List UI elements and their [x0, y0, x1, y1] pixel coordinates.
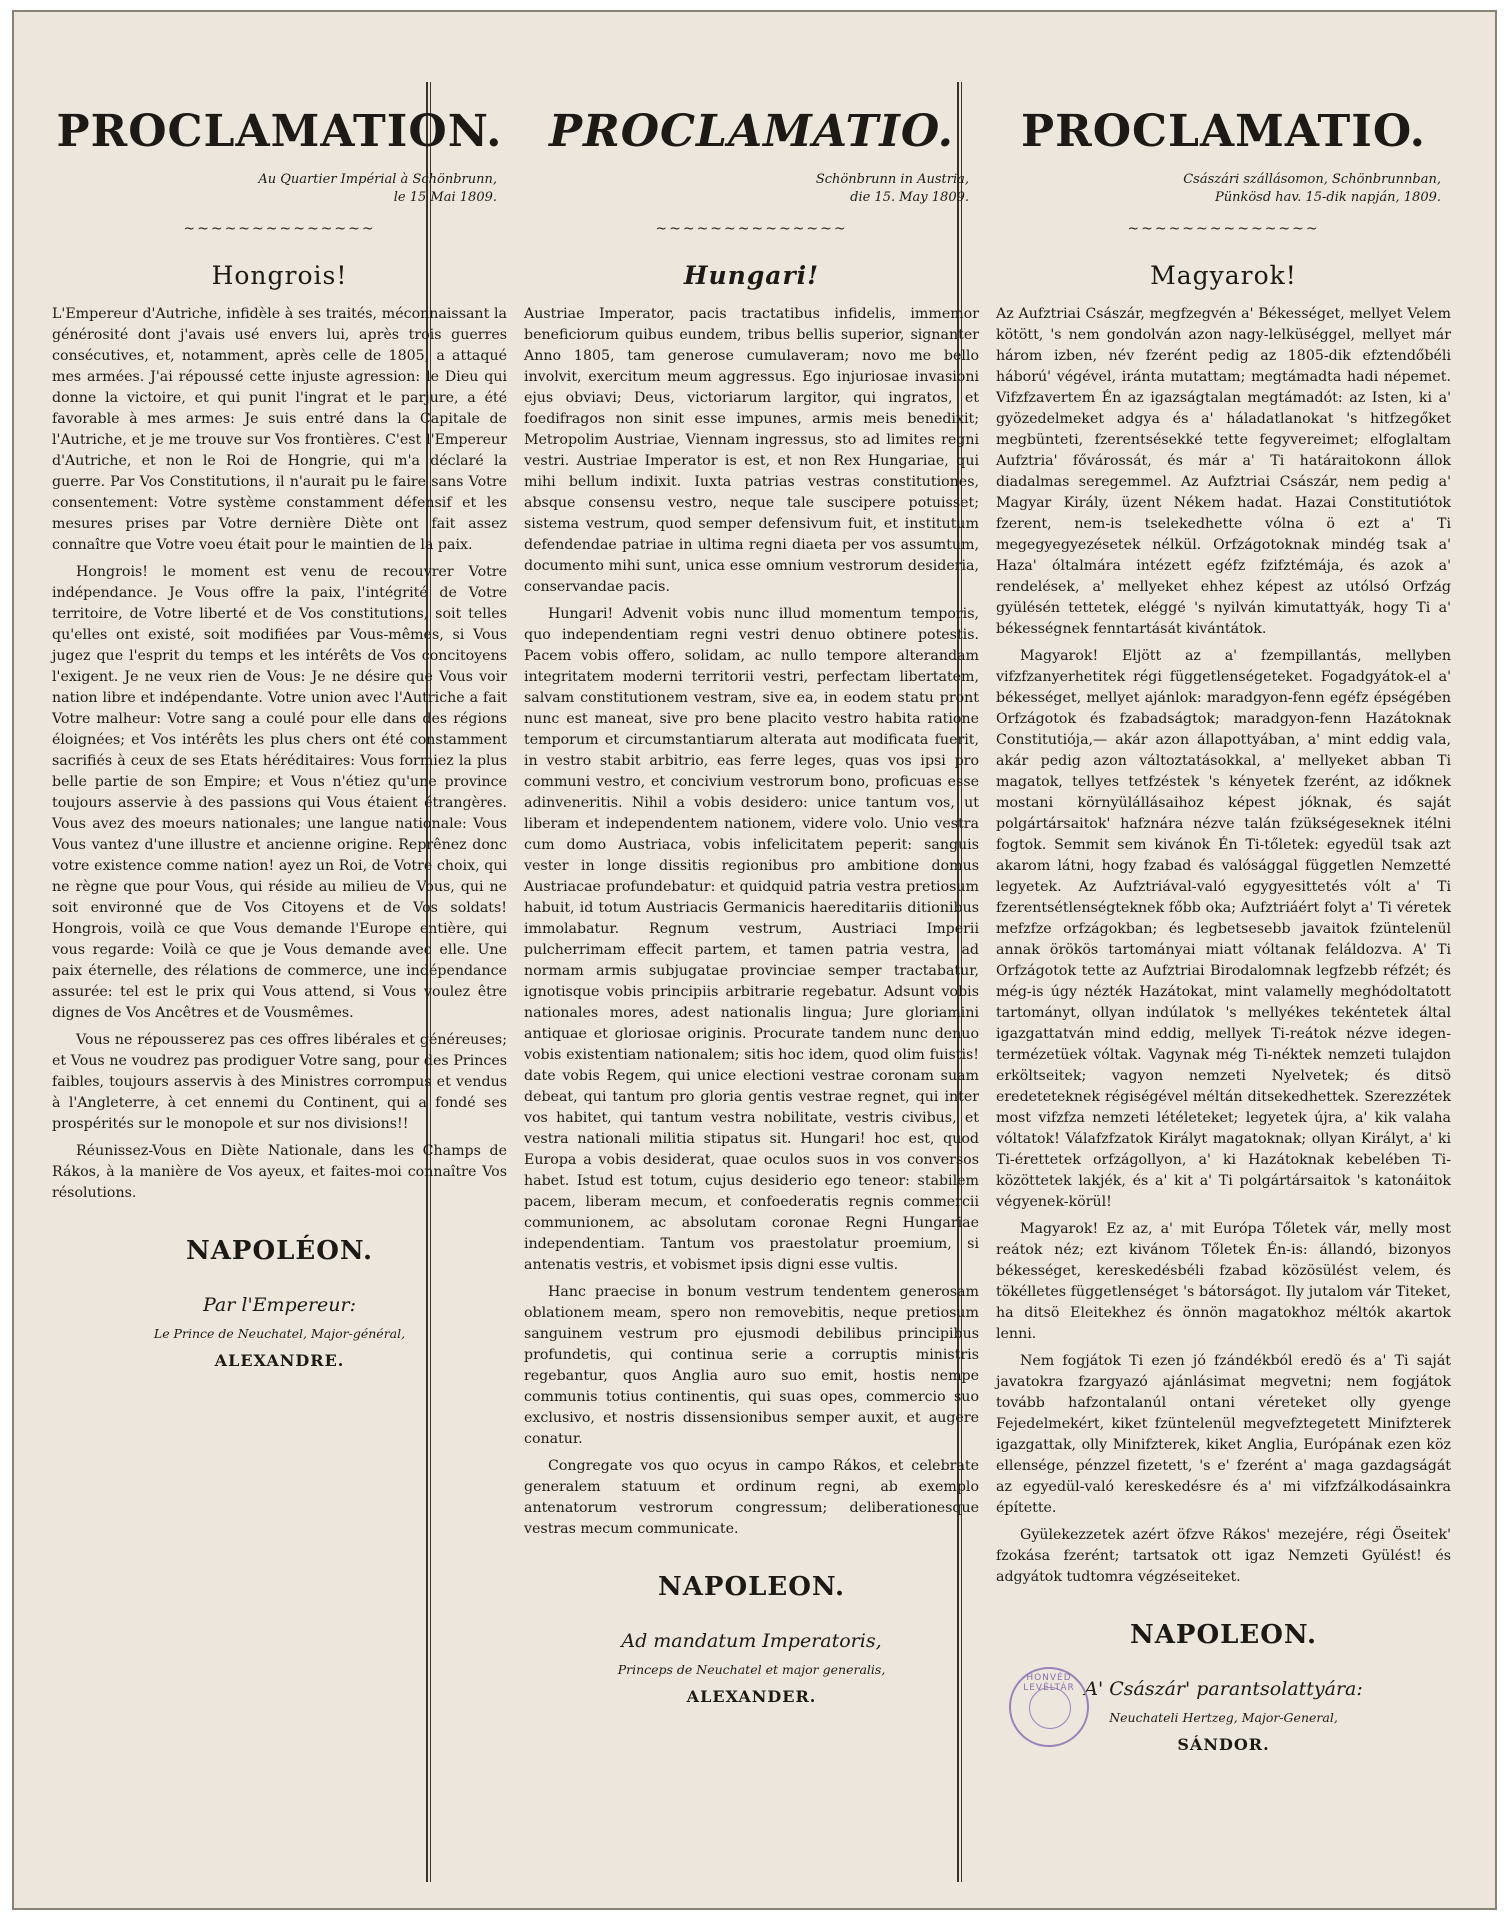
paragraph: Nem fogjátok Ti ezen jó fzándékból eredö és a' Ti saját javatokra fzargyazó ajánlásimat megvetni; nem fogjátok tovább hafzontalanúl ontani véreteket olly gyenge Fejedelmekért, kiket fzüntelenül megvefztegetett Minifzterek igazgattak, olly Minifzterek, kiket Anglia, Európának ezen köz ellensége, pénzzel fizetett, 's e' fzerént a' maga gazdagságát az egyedül-való kereskedésre és a' mi vifzfzálkodásainkra építette.	[996, 1353, 1451, 1516]
paragraph: Réunissez-Vous en Diète Nationale, dans les Champs de Rákos, à la manière de Vos ayeux, et faites-moi connaître Vos résolutions.	[52, 1143, 507, 1201]
signature: NAPOLEON.	[657, 1572, 846, 1602]
latin-body	[524, 304, 979, 1540]
latin-title: PROCLAMATIO.	[549, 106, 954, 157]
ornament-rule: ~~~~~~~~~~~~~~	[183, 221, 376, 237]
proclamation-sheet	[12, 10, 1497, 1910]
french-dateline: Au Quartier Impérial à Schönbrunn, le 15 Mai 1809.	[258, 172, 497, 205]
hungarian-column	[996, 72, 1451, 1892]
paragraph: Vous ne répousserez pas ces offres libérales et généreuses; et Vous ne voudrez pas prodiguer Votre sang, pour des Princes faibles, toujours asservis à des Ministres corrompus et vendus à l'Angleterre, à cet ennemi du Continent, qui a fondé ses prospérités sur le monopole et sur nos divisions!!	[52, 1032, 507, 1132]
french-body	[52, 304, 507, 1204]
signature: NAPOLÉON.	[185, 1236, 374, 1266]
paragraph: Magyarok! Ez az, a' mit Európa Tőletek vár, melly most reátok néz; ezt kivánom Tőletek Én-is: állandó, bizonyos békességet, kereskedésbéli fzabad közösülést velem, és tökélletes függetlenséget 's bátorságot. Ily jutalom vár Titeket, ha ditsö Eleitekhez és önnön magatokhoz méltók akartok lenni.	[996, 1221, 1451, 1342]
paragraph: Hungari! Advenit vobis nunc illud momentum temporis, quo independentiam regni vestri denuo obtinere potestis. Pacem vobis offero, solidam, ac nullo tempore alterandam integritatem moderni territorii vestri, perfectam libertatem, salvam constitutionem vestram, sive ea, in eodem statu pront nunc est maneat, sive pro bene placito vestro habita ratione temporum et circumstantiarum alterata aut modificata fuerit, in vestro stabit arbitrio, eas ferre leges, quas vos ipsi pro communi vestro, et concivium vestrorum bono, proficuas esse adinveneritis. Nihil a vobis desidero: unice tantum vos, ut liberam et independentem nationem, videre volo. Unio vestra cum domo Austriaca, vobis infelicitatem peperit: sanguis vester in longe dissitis regionibus pro ambitione domus Austriacae profundebatur: et quidquid patria vestra pretiosum habuit, id totum Austriacis Germanicis haereditariis ditionibus immolabatur. Regnum vestrum, Austriaci Imperii pulcherrimam effecit partem, et tamen patria vestra, ad normam armis subjugatae provinciae semper tractabatur, ignotisque vobis principiis arbitrarie regebatur. Adsunt vobis nationales mores, adest nationalis lingua; Jure gloriamini antiquae et gloriosae originis. Procurate tandem nunc denuo vobis existentiam nationalem; sitis hoc idem, quod olim fuistis! date vobis Regem, qui unice electioni vestrae coronam suam debeat, qui tantum pro gloria gentis vestrae regnet, qui inter vos habitet, qui tantum vestra nobilitate, vestris civibus, et vestra nationali militia stipatus sit. Hungari! hoc est, quod Europa a vobis desiderat, quae oculos suos in vos conversos habet. Istud est totum, cujus desiderio ego teneor: stabilem pacem, liberam mecum, et confoederatis regnis commercii communionem, ac absolutam coronae Regni Hungariae independentiam. Tantum vos praestolatur proemium, si antenatis vestris, et vobismet ipsis digni esse vultis.	[524, 606, 979, 1273]
paragraph: Az Aufztriai Császár, megfzegvén a' Békességet, mellyet Velem kötött, 's nem gondolván azon nagy-lelküséggel, mellyet már három izben, név fzerént pedig az 1805-dik efztendőbéli háború' végével, iránta mutattam; megtámadta hadi népemet. Vifzfzavertem Én az igazságtalan megtámadót: az Isten, ki a' gyözedelmeket adgya és a' háladatlanokat 's hitfzegőket megbünteti, fzerentsésekké tette fegyvereimet; elfoglaltam Aufztria' fővárossát, és már a' Ti határaitokonn állok diadalmas seregemmel. Az Aufztriai Császár, nem pedig a' Magyar Király, üzent Nékem hadat. Hazai Constitutiótok fzerent, nem-is tselekedhette vólna ö ezt a' Ti megegyegyezésetek nélkül. Orfzágotoknak mindég tsak a' Haza' óltalmára intézett egéfz fzifztémája, és azok a' rendelések, a' mellyeket ehhez képest az utólsó Orfzág gyülésén tettetek, eléggé 's nyilván kimutattyák, hogy Ti a' békességnek fenntartását kivántátok.	[996, 306, 1451, 637]
ornament-rule: ~~~~~~~~~~~~~~	[655, 221, 848, 237]
prince-title: Neuchateli Hertzeg, Major-General,	[1109, 1710, 1338, 1725]
hungarian-greeting: Magyarok!	[1150, 261, 1297, 290]
latin-greeting: Hungari!	[683, 261, 820, 290]
paragraph: Congregate vos quo ocyus in campo Rákos, et celebrate generalem statuum et ordinum regni, ab exemplo antenatorum vestrorum congressum; deliberationesque vestras mecum communicate.	[524, 1458, 979, 1537]
archive-stamp: HONVÉD LEVÉLTÁR	[1009, 1667, 1089, 1747]
countersign: A' Császár' parantsolattyára:	[1084, 1678, 1363, 1700]
latin-dateline: Schönbrunn in Austria, die 15. May 1809.	[815, 172, 969, 205]
paragraph: Hanc praecise in bonum vestrum tendentem generosam oblationem meam, spero non removebitis, neque pretiosum sanguinem vestrum pro ejusmodi debilibus principibus profundetis, qui continua serie a corruptis ministris regebantur, quos Anglia auro suo emit, hostis nempe communis totius continentis, qui suas opes, commercio suo exclusivo, et nostris dissensionibus semper auxit, et augere conatur.	[524, 1284, 979, 1447]
hungarian-title: PROCLAMATIO.	[1021, 106, 1426, 157]
french-title: PROCLAMATION.	[56, 106, 503, 157]
prince-title: Le Prince de Neuchatel, Major-général,	[153, 1326, 406, 1341]
signature: NAPOLEON.	[1129, 1620, 1318, 1650]
paragraph: Gyülekezzetek azért öfzve Rákos' mezejére, régi Öseitek' fzokása fzerént; tartsatok ott igaz Nemzeti Gyülést! és adgyátok tudtomra végzéseiteket.	[996, 1527, 1451, 1585]
minister-name: ALEXANDER.	[686, 1687, 817, 1706]
minister-name: ALEXANDRE.	[214, 1351, 345, 1370]
french-greeting: Hongrois!	[211, 261, 348, 290]
ornament-rule: ~~~~~~~~~~~~~~	[1127, 221, 1320, 237]
hungarian-body	[996, 304, 1451, 1588]
paragraph: Magyarok! Eljött az a' fzempillantás, mellyben vifzfzanyerhetitek régi függetlenségeteket. Fogadgyátok-el a' békességet, mellyet ajánlok: maradgyon-fenn egéfz épségében Orfzágotok és fzabadságtok; maradgyon-fenn Hazátoknak Constitutiója,— akár azon állapottyában, a' mint eddig vala, akár pedig azon változtatásokkal, a' mellyeket abban Ti magatok, tellyes tetfzéstek 's kényetek fzerént, az időknek mostani környülállásaihoz képest jóknak, és saját polgártársaitok' hafznára nézve talán fzükségeseknek itélni fogtok. Semmit sem kivánok Én Ti-tőletek: egyedül tsak azt akarom látni, hogy fzabad és valósággal független Nemzetté legyetek. Az Aufztriával-való egygyesittetés vólt a' Ti fzerentsétlenségteknek főbb oka; Aufztriáért folyt a' Ti véretek mefzfze orfzágokban; és legbetsesebb javaitok fzüntelenül annak örökös tartományai miatt vóltanak feláldozva. A' Ti Orfzágotok tette az Aufztriai Birodalomnak legfzebb réfzét; és még-is úgy nézték Hazátokat, mint valamelly meghódoltatott tartományt, ollyan indúlatok 's mellyékes tekéntetek által igazgattatván mind eddig, mellyek Ti-reátok nézve idegen-termézetüek vóltak. Vagynak még Ti-néktek nemzeti tulajdon erköltseitek; vagyon nemzeti Nyelvetek; és ditsö eredeteteknek régiségével méltán ditsekedhettek. Szerezzétek most vifzfza nemzeti létéleteket; legyetek újra, a' kik valaha vóltatok! Válafzfzatok Királyt magatoknak; ollyan Királyt, a' ki Ti-érettetek orfzágollyon, a' ki Hazátoknak kebelében Ti-közöttetek lakjék, és a' kit a' Ti polgártársaitok 's katonáitok végyenek-körül!	[996, 648, 1451, 1210]
paragraph: Austriae Imperator, pacis tractatibus infidelis, immemor beneficiorum quibus eundem, tribus bellis superior, signanter Anno 1805, tam generose cumulaveram; novo me bello involvit, exercitum meum aggressus. Ego injuriosae invasioni ejus obviavi; Deus, victoriarum largitor, qui ingratos, et foedifragos non sinit esse impunes, armis meis benedixit; Metropolim Austriae, Viennam ingressus, sto ad limites regni vestri. Austriae Imperator is est, et non Rex Hungariae, qui mihi bellum indixit. Iuxta patrias vestras constitutiones, absque consensu vestro, neque tale suscipere potuisset; sistema vestrum, quod semper defensivum fuit, et institutum defendendae patriae in ultima regni diaeta per vos assumtum, documento mihi sunt, unica esse omnium vestrorum desideria, conservandae pacis.	[524, 306, 979, 595]
hungarian-dateline: Császári szállásomon, Schönbrunnban, Pünkösd hav. 15-dik napján, 1809.	[1183, 172, 1441, 205]
minister-name: SÁNDOR.	[1177, 1735, 1270, 1754]
countersign: Ad mandatum Imperatoris,	[621, 1630, 882, 1652]
latin-column	[524, 72, 979, 1892]
paragraph: Hongrois! le moment est venu de recouvrer Votre indépendance. Je Vous offre la paix, l'intégrité de Votre territoire, de Votre liberté et de Vos constitutions, soit telles qu'elles ont existé, soit modifiées par Vous-mêmes, si Vous jugez que l'esprit du temps et les intérêts de Vos concitoyens l'exigent. Je ne veux rien de Vous: Je ne désire que Vous voir nation libre et indépendante. Votre union avec l'Autriche a fait Votre malheur: Votre sang a coulé pour elle dans des régions éloignées; et Vos intérêts les plus chers ont été constamment sacrifiés à ceux de ses Etats héréditaires: Vous formiez la plus belle partie de son Empire; et Vous n'étiez qu'une province toujours asservie à des passions qui Vous étaient étrangères. Vous avez des moeurs nationales; une langue nationale: Vous Vous vantez d'une illustre et ancienne origine. Reprênez donc votre existence comme nation! ayez un Roi, de Votre choix, qui ne règne que pour Vous, qui réside au milieu de Vous, qui ne soit environné que de Vos Citoyens et de Vos soldats! Hongrois, voilà ce que Vous demande l'Europe entière, qui vous regarde: Voilà ce que je Vous demande avec elle. Une paix éternelle, des rélations de commerce, une indépendance assurée: tel est le prix qui Vous attend, si Vous voulez être dignes de Vos Ancêtres et de Vousmêmes.	[52, 564, 507, 1021]
paragraph: L'Empereur d'Autriche, infidèle à ses traités, méconnaissant la générosité dont j'avais usé envers lui, après trois guerres consécutives, et, notamment, après celle de 1805, a attaqué mes armées. J'ai répoussé cette injuste agression: le Dieu qui donne la victoire, et qui punit l'ingrat et le parjure, a été favorable à mes armes: Je suis entré dans la Capitale de l'Autriche, et je me trouve sur Vos frontières. C'est l'Empereur d'Autriche, et non le Roi de Hongrie, qui m'a déclaré la guerre. Par Vos Constitutions, il n'aurait pu le faire sans Votre consentement: Votre système constamment défensif et les mesures prises par Votre dernière Diète ont fait assez connaître que Votre voeu était pour le maintien de la paix.	[52, 306, 507, 553]
prince-title: Princeps de Neuchatel et major generalis,	[617, 1662, 886, 1677]
countersign: Par l'Empereur:	[202, 1294, 357, 1316]
french-column	[52, 72, 507, 1892]
